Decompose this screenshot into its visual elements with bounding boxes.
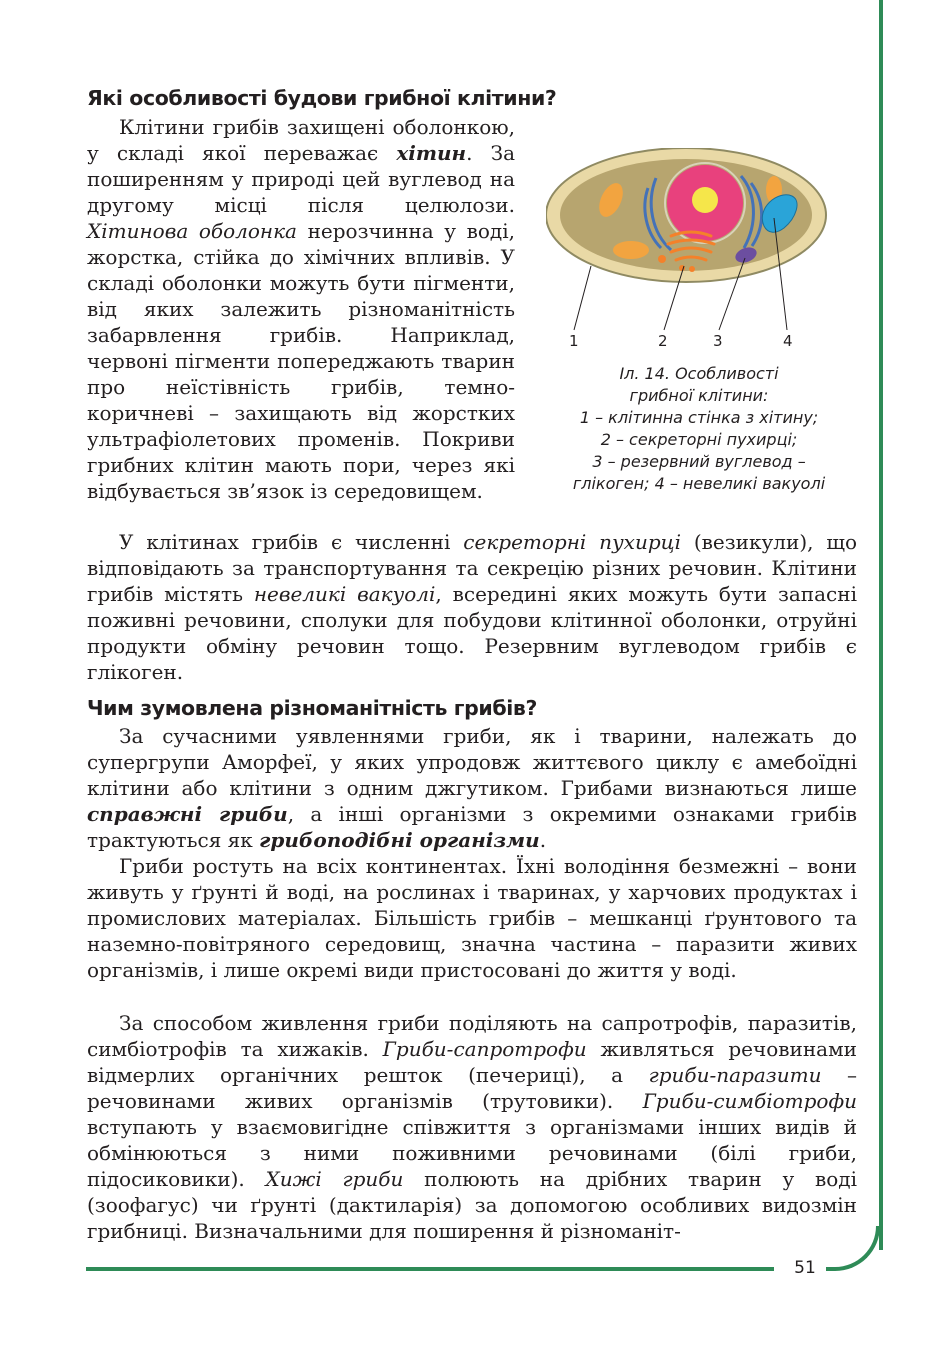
figure-label-3: 3	[713, 332, 723, 350]
text-run: , всередині яких можуть бути запасні поживні речовини, сполуки для побудови клітинної оболонки, отруйні продукти обміну речовин тощо. Резервним вуглеводом грибів є глікоген.	[87, 582, 857, 684]
secretory-vesicle	[679, 265, 685, 271]
text-run: живляться речовинами відмерлих органічних решток (печериці), а	[87, 1037, 857, 1087]
term-predatory-fungi: Хижі гриби	[265, 1167, 404, 1191]
term-parasites: гриби-паразити	[648, 1063, 822, 1087]
paragraph-amorphea	[87, 723, 857, 853]
secretory-vesicle	[658, 255, 666, 263]
figure-label-2: 2	[658, 332, 668, 350]
caption-line: грибної клітини:	[629, 386, 769, 405]
text-run: За сучасними уявленнями гриби, як і тварини, належать до супергрупи Аморфеї, у яких упродовж життєвого циклу є амебоїдні клітини або клітини з одним джгутиком. Грибами визнаються лише	[87, 724, 857, 800]
term-saprotrophs: Гриби-сапротрофи	[382, 1037, 587, 1061]
text-run: – речовинами живих організмів (трутовики).	[87, 1063, 857, 1113]
figure-label-4: 4	[783, 332, 793, 350]
fungal-cell-illustration	[546, 148, 846, 353]
section-heading-diversity: Чим зумовлена різноманітність грибів?	[87, 696, 537, 720]
term-symbiotrophs: Гриби-симбіотрофи	[642, 1089, 857, 1113]
mitochondrion	[613, 241, 649, 259]
text-run: полюють на дрібних тварин у воді (зоофагус) чи ґрунті (дактиларія) за допомогою особливих видозмін грибниці. Визначальними для поширення й різноманіт-	[87, 1167, 857, 1243]
term-fungus-like: грибоподібні організми	[259, 828, 540, 852]
figure-label-1: 1	[569, 332, 579, 350]
figure-caption	[553, 363, 845, 495]
term-small-vacuoles: невеликі вакуолі	[253, 582, 436, 606]
nucleolus	[692, 187, 718, 213]
text-run: вступають у взаємовигідне співжиття з організмами інших видів й обмінюються з ними поживними речовинами (білі гриби, підосиковики).	[87, 1115, 857, 1191]
caption-line: 2 – секреторні пухирці;	[600, 430, 798, 449]
page-number: 51	[794, 1258, 816, 1278]
text-run: У клітинах грибів є численні	[119, 530, 464, 554]
paragraph-habitats	[87, 853, 857, 983]
paragraph-vesicles	[87, 529, 857, 685]
secretory-vesicle	[689, 266, 695, 272]
paragraph-nutrition	[87, 1010, 857, 1244]
text-run: .	[539, 828, 547, 852]
text-run: , а інші організми з окремими ознаками грибів трактуються як	[87, 802, 857, 852]
term-chitin: хітин	[396, 141, 467, 165]
section-heading-cell-structure: Які особливості будови грибної клітини?	[87, 86, 557, 110]
text-run: (везикули), що відповідають за транспортування та секрецію різних речовин. Клітини грибів містять	[87, 530, 857, 606]
caption-line: Іл. 14. Особливості	[619, 364, 779, 383]
text-run: . За поширенням у природі цей вуглевод на другому місці після целюлози.	[87, 141, 515, 217]
caption-line: 3 – резервний вуглевод –	[592, 452, 806, 471]
caption-line: 1 – клітинна стінка з хітину;	[579, 408, 819, 427]
text-run: За способом живлення гриби поділяють на сапротрофів, паразитів, симбіотрофів та хижаків.	[87, 1011, 857, 1061]
paragraph-cell-wall	[87, 114, 515, 504]
term-secretory-vesicles: секреторні пухирці	[463, 530, 681, 554]
page-frame-right	[879, 0, 883, 1250]
text-run: Клітини грибів захищені оболонкою, у складі якої переважає	[87, 115, 515, 165]
text-run: Гриби ростуть на всіх континентах. Їхні володіння безмежні – вони живуть у ґрунті й воді, на рослинах і тваринах, у харчових продуктах і промислових матеріалах. Більшість грибів – мешканці ґрунтового та наземно-повітряного середовищ, значна частина – паразити живих організмів, і лише окремі види пристосовані до життя у воді.	[87, 854, 857, 982]
page-frame-bottom	[86, 1267, 774, 1271]
caption-line: глікоген; 4 – невеликі вакуолі	[572, 474, 826, 493]
text-run: нерозчинна у воді, жорстка, стійка до хімічних впливів. У складі оболонки можуть бути пігменти, від яких залежить різноманітність забарвлення грибів. Наприклад, червоні пігменти попереджають тварин про неїстівність грибів, темно-коричневі – захищають від жорстких ультрафіолетових променів. Покриви грибних клітин мають пори, через які відбувається зв’язок із середовищем.	[87, 219, 515, 503]
term-true-fungi: справжні гриби	[87, 802, 288, 826]
term-chitin-wall: Хітинова оболонка	[87, 219, 297, 243]
